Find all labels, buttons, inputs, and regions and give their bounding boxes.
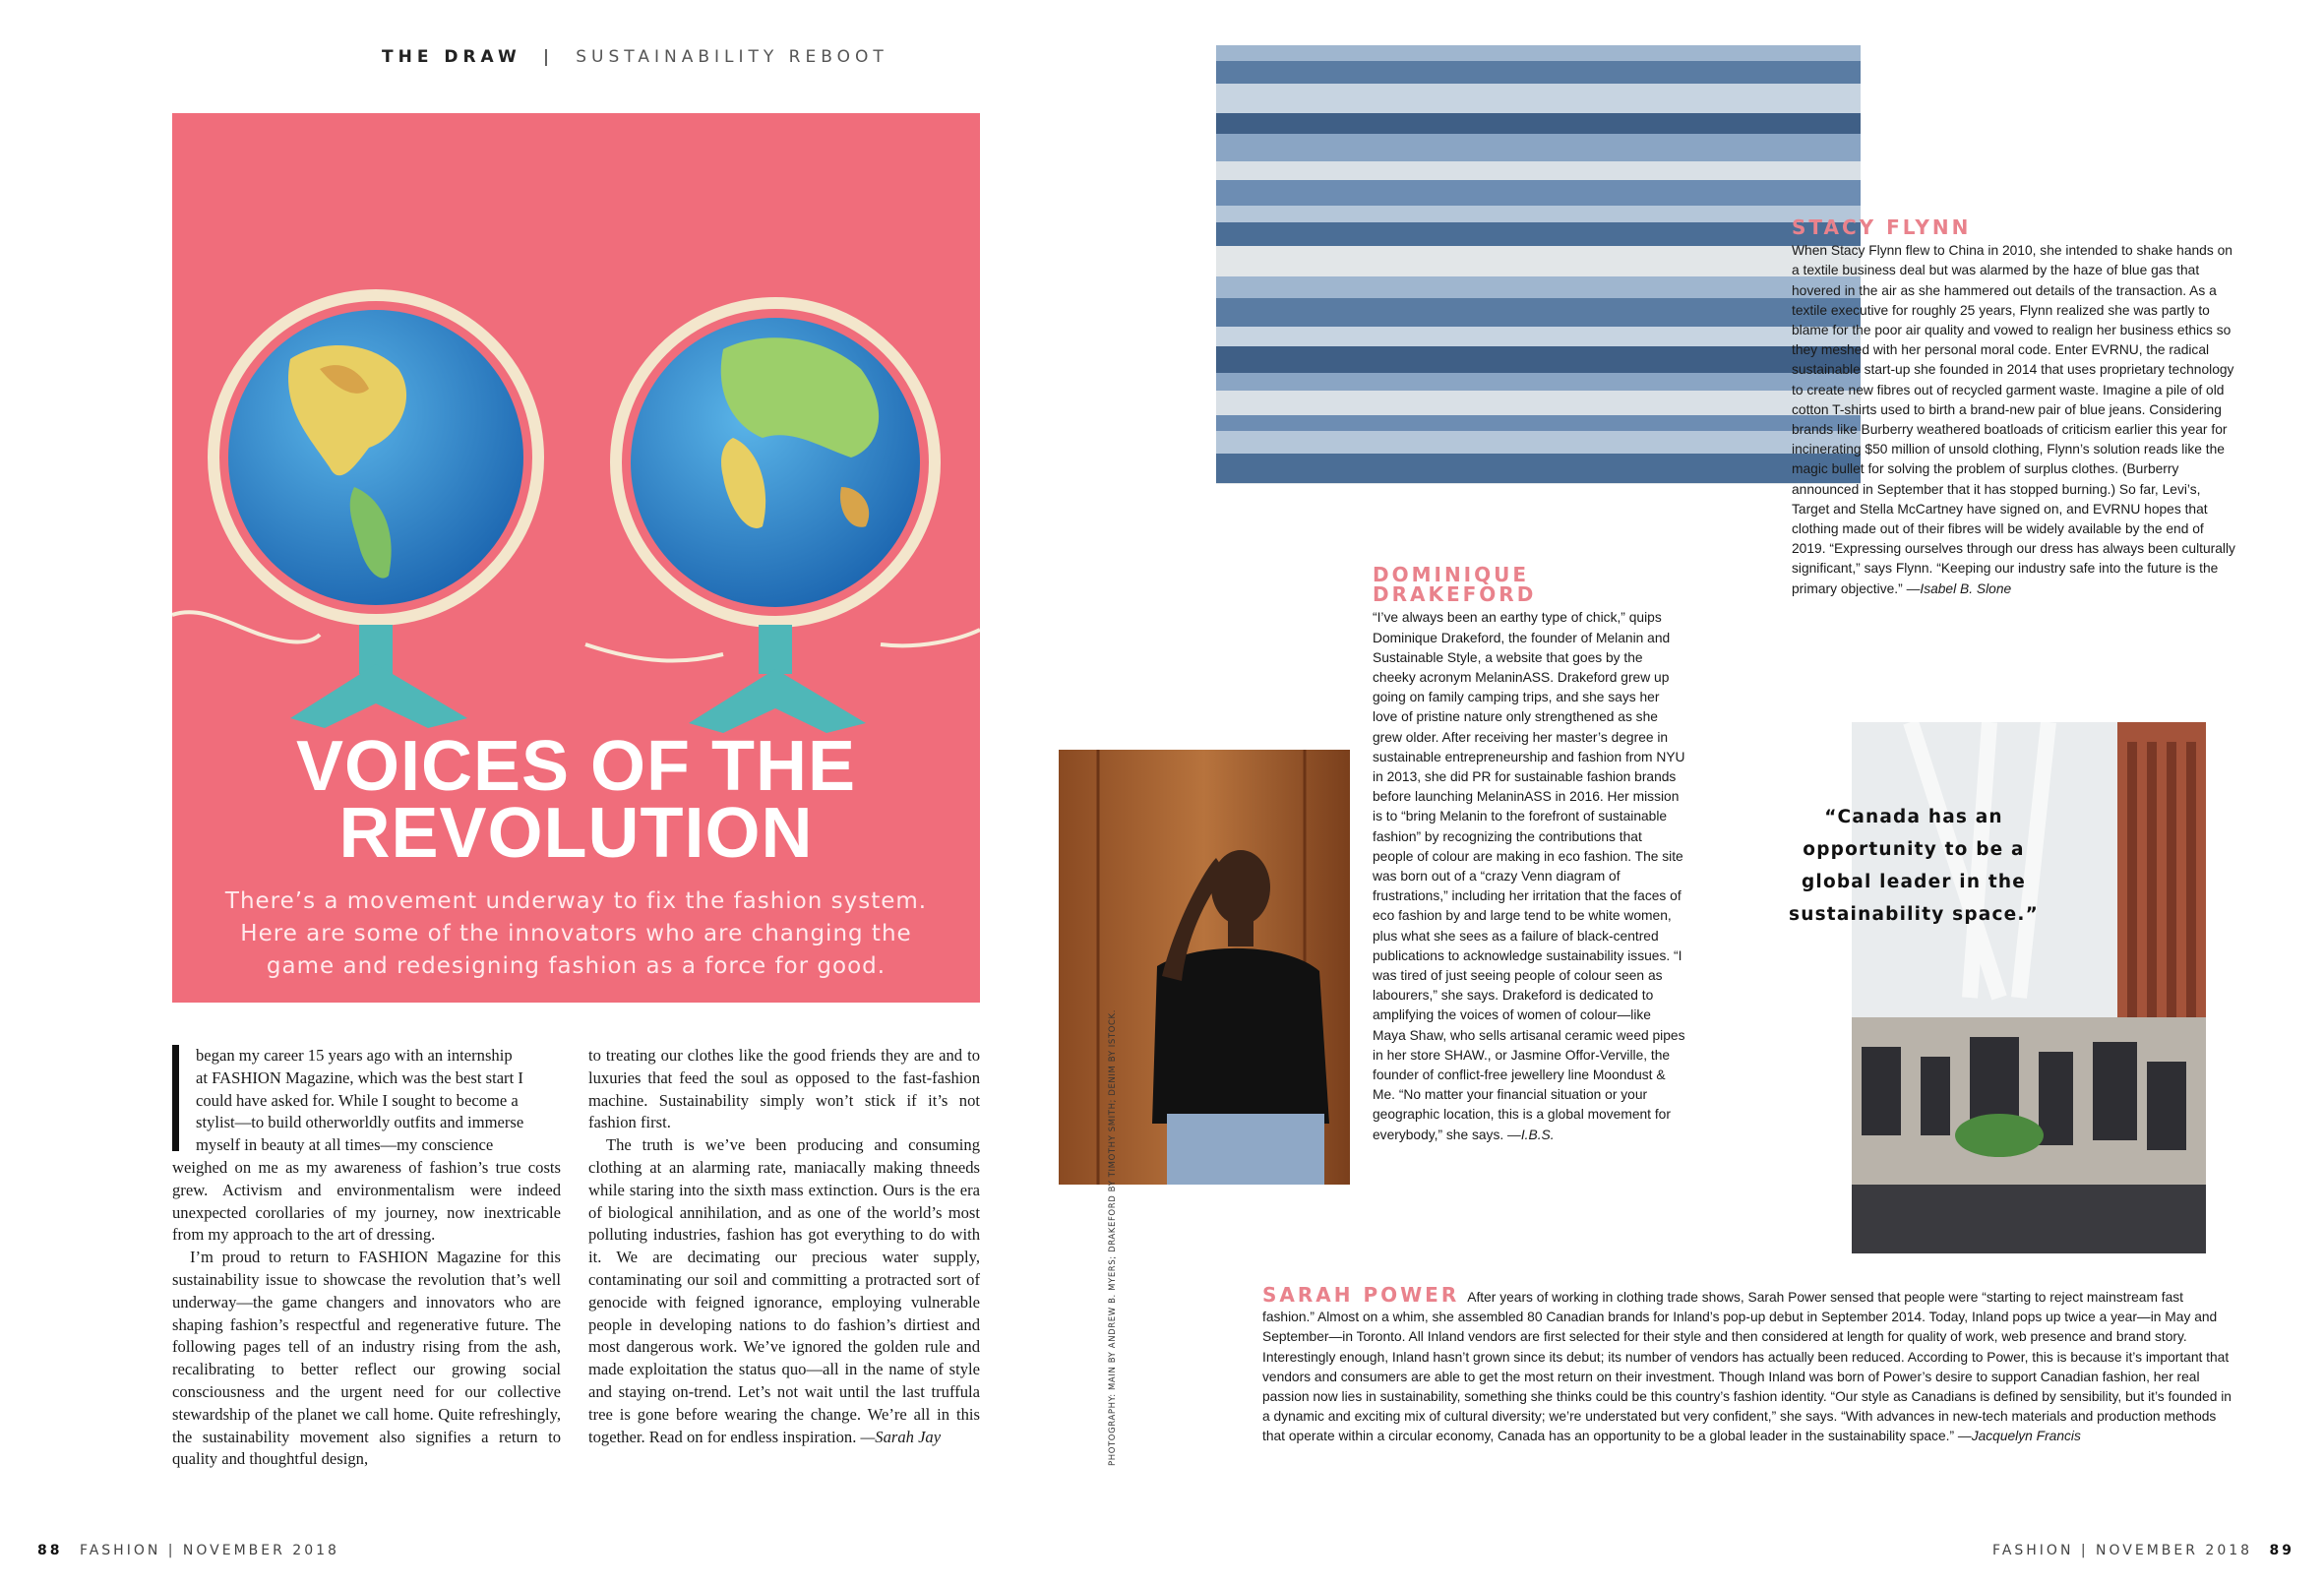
letter-lead-line: at FASHION Magazine, which was the best start I	[196, 1068, 523, 1087]
pull-quote	[1761, 801, 2066, 931]
profile-name: SARAH POWER	[1262, 1283, 1460, 1307]
dek-line-2: Here are some of the innovators who are changing the	[240, 921, 912, 946]
profile-stacy-flynn	[1792, 217, 2236, 599]
page-number: 89	[2269, 1543, 2294, 1558]
title-line-2: REVOLUTION	[338, 794, 814, 873]
denim-layer	[1216, 298, 1861, 329]
pull-quote-line: sustainability space.”	[1789, 904, 2039, 925]
denim-layer	[1216, 327, 1861, 348]
letter-paragraph-text: The truth is we’ve been producing and consuming clothing at an alarming rate, maniacally making thneeds while staring into the sixth mass extinction. Ours is the era of biological annihilation, and as one of the world’s most polluting industries, fashion has got everything to do with it. We are decimating our precious water supply, contaminating our soil and committing a protracted sort of genocide with feigned ignorance, employing vulnerable people in developing nations to do fashion’s dirtiest and most dangerous work. We’ve ignored the golden rule and made exploitation the status quo—all in the name of style and staying on-trend. Let’s not wait until the last truffula tree is gone before wearing the change. We’re all in this together. Read on for endless inspiration.	[588, 1135, 980, 1446]
denim-pile-illustration	[1216, 45, 1861, 484]
profile-body	[1792, 241, 2236, 599]
pull-quote-line: global leader in the	[1801, 872, 2027, 892]
profile-credit: —Jacquelyn Francis	[1957, 1429, 2081, 1444]
folio-right	[1992, 1543, 2294, 1558]
letter-lead-line: began my career 15 years ago with an internship	[196, 1046, 513, 1065]
denim-layer	[1216, 373, 1861, 393]
denim-layer	[1216, 45, 1861, 63]
denim-layer	[1216, 246, 1861, 278]
denim-layer	[1216, 61, 1861, 86]
drakeford-portrait-photo	[1059, 750, 1350, 1185]
dek-line-1: There’s a movement underway to fix the fashion system.	[224, 888, 928, 914]
profile-sarah-power	[1262, 1285, 2236, 1447]
profile-credit: —Isabel B. Slone	[1906, 580, 2012, 596]
profile-text: When Stacy Flynn flew to China in 2010, she intended to shake hands on a textile business deal but was alarmed by the haze of blue gas that hovered in the air as she hammered out details of the transaction. As a textile executive for roughly 25 years, Flynn realized she was partly to blame for the poor air quality and vowed to realign her business ethics so they meshed with her personal moral code. Enter EVRNU, the radical sustainable start-up she founded in 2014 that uses proprietary technology to create new fibres out of recycled garment waste. Imagine a pile of old cotton T-shirts used to birth a brand-new pair of blue jeans. Considering brands like Burberry weathered boatloads of criticism earlier this year for incinerating $50 million of unsold clothing, Flynn’s solution reads like the magic bullet for solving the problem of surplus clothes. (Burberry announced in September that it has stopped burning.) So far, Levi’s, Target and Stella McCartney have signed on, and EVRNU hopes that clothing made out of their fibres will be widely available by the end of 2019. “Expressing ourselves through our dress has always been culturally significant,” says Flynn. “Keeping our industry safe into the future is the primary objective.”	[1792, 243, 2235, 596]
profile-body	[1262, 1285, 2236, 1447]
profile-body	[1373, 608, 1685, 1144]
dek-line-3: game and redesigning fashion as a force for good.	[266, 953, 887, 979]
letter-paragraph: weighed on me as my awareness of fashion’s true costs grew. Activism and environmentalism were indeed unexpected corollaries of my journey, now inextricable from my approach to the art of dressing.	[172, 1157, 561, 1245]
left-globe	[214, 295, 538, 728]
letter-paragraph	[588, 1134, 980, 1448]
denim-layer	[1216, 206, 1861, 224]
letter-paragraph: I’m proud to return to FASHION Magazine for this sustainability issue to showcase the revolution that’s well underway—the game changers and innovators who are shaping fashion’s respectful and regenerative future. The following pages tell of an industry rising from the ash, recalibrating to better reflect our growing social consciousness and the urgent need for our collective stewardship of the planet we call home. Quite refreshingly, the sustainability movement also signifies a return to quality and thoughtful design,	[172, 1248, 561, 1469]
folio-left	[37, 1543, 339, 1558]
folio-text: FASHION | NOVEMBER 2018	[1992, 1543, 2253, 1558]
letter-lead-line: could have asked for. While I sought to become a	[196, 1090, 519, 1110]
profile-dominique-drakeford	[1373, 565, 1685, 1145]
pull-quote-line: opportunity to be a	[1803, 839, 2025, 860]
portrait-illustration	[1059, 750, 1350, 1185]
letter-column-2	[588, 1045, 980, 1448]
denim-layer	[1216, 431, 1861, 456]
denim-layer	[1216, 113, 1861, 136]
profile-name: DOMINIQUE DRAKEFORD	[1373, 563, 1537, 607]
letter-paragraph: to treating our clothes like the good friends they are and to luxuries that feed the soul as opposed to the fast-fashion machine. Sustainability simply won’t stick if it’s not fashion first.	[588, 1046, 980, 1132]
letter-lead-line: stylist—to build otherworldly outfits and immerse	[196, 1113, 524, 1132]
header-separator: |	[543, 47, 554, 67]
profile-text: After years of working in clothing trade shows, Sarah Power sensed that people were “starting to reject mainstream fast fashion.” Almost on a whim, she assembled 80 Canadian brands for Inland’s pop-up debut in September 2014. Today, Inland pops up twice a year—in May and September—in Toronto. All Inland vendors are first selected for their style and then considered at length for quality of work, web presence and brand story. Interestingly enough, Inland hasn’t grown since its debut; its number of vendors has actually been reduced. According to Power, this is because it’s important that vendors and consumers are able to get the most return on their investment. Though Inland was born of Power’s desire to support Canadian fashion, her real passion now lies in sustainability, something she thinks could be this country’s fashion identity. “Our style as Canadians is defined by sensibility, but it’s founded in a dynamic and exciting mix of cultural diversity; we’re understated but very confident,” she says. “With advances in new-tech materials and production methods that operate within a circular economy, Canada has an opportunity to be a global leader in the sustainability space.”	[1262, 1290, 2232, 1444]
folio-text: FASHION | NOVEMBER 2018	[79, 1543, 339, 1558]
denim-layer	[1216, 276, 1861, 300]
denim-layer	[1216, 134, 1861, 163]
article-dek	[212, 885, 941, 983]
pull-quote-line: “Canada has an	[1824, 807, 2003, 827]
subsection-label: SUSTAINABILITY REBOOT	[576, 47, 888, 67]
letter-signature: —Sarah Jay	[860, 1427, 942, 1446]
denim-layer	[1216, 84, 1861, 115]
denim-layer	[1216, 180, 1861, 208]
title-line-1: VOICES OF THE	[295, 727, 857, 806]
denim-layer	[1216, 346, 1861, 375]
denim-layer	[1216, 483, 1861, 484]
right-globe	[616, 303, 935, 733]
denim-layer	[1216, 454, 1861, 484]
denim-layer	[1216, 415, 1861, 433]
photo-credit: PHOTOGRAPHY: MAIN BY ANDREW B. MYERS; DRAKEFORD BY TIMOTHY SMITH; DENIM BY ISTOCK.	[1108, 1009, 1118, 1466]
article-title	[172, 727, 980, 873]
profile-name: STACY FLYNN	[1792, 215, 1972, 239]
running-header	[382, 47, 888, 67]
denim-layer	[1216, 222, 1861, 248]
section-label: THE DRAW	[382, 47, 521, 67]
letter-column-1	[172, 1045, 561, 1471]
page-number: 88	[37, 1543, 63, 1558]
profile-text: “I’ve always been an earthy type of chick,” quips Dominique Drakeford, the founder of Melanin and Sustainable Style, a website that goes by the cheeky acronym MelaninASS. Drakeford grew up going on family camping trips, and she says her love of pristine nature only strengthened as she grew older. After receiving her master’s degree in sustainable entrepreneurship and fashion from NYU in 2013, she did PR for sustainable fashion brands before launching MelaninASS in 2016. Her mission is to “bring Melanin to the forefront of sustainable fashion” by recognizing the contributions that people of colour are making in eco fashion. The site was born out of a “crazy Venn diagram of frustrations,” including her irritation that the faces of eco fashion by and large tend to be white women, plus what she sees as a failure of black-centred publications to acknowledge sustainability issues. “I was tired of just seeing people of colour seen as labourers,” she says. Drakeford is dedicated to amplifying the voices of women of colour—like Maya Shaw, who sells artisanal ceramic weed pipes in her store SHAW., or Jasmine Offor-Verville, the founder of conflict-free jewellery line Moondust & Me. “No matter your financial situation or your geographic location, this is a global movement for everybody,” she says.	[1373, 610, 1685, 1142]
denim-layer	[1216, 391, 1861, 417]
profile-credit: —I.B.S.	[1507, 1127, 1555, 1142]
denim-pile-photo	[1216, 45, 1861, 484]
denim-layer	[1216, 161, 1861, 182]
letter-lead-line: myself in beauty at all times—my conscience	[196, 1135, 494, 1155]
hero-image	[172, 113, 980, 1003]
